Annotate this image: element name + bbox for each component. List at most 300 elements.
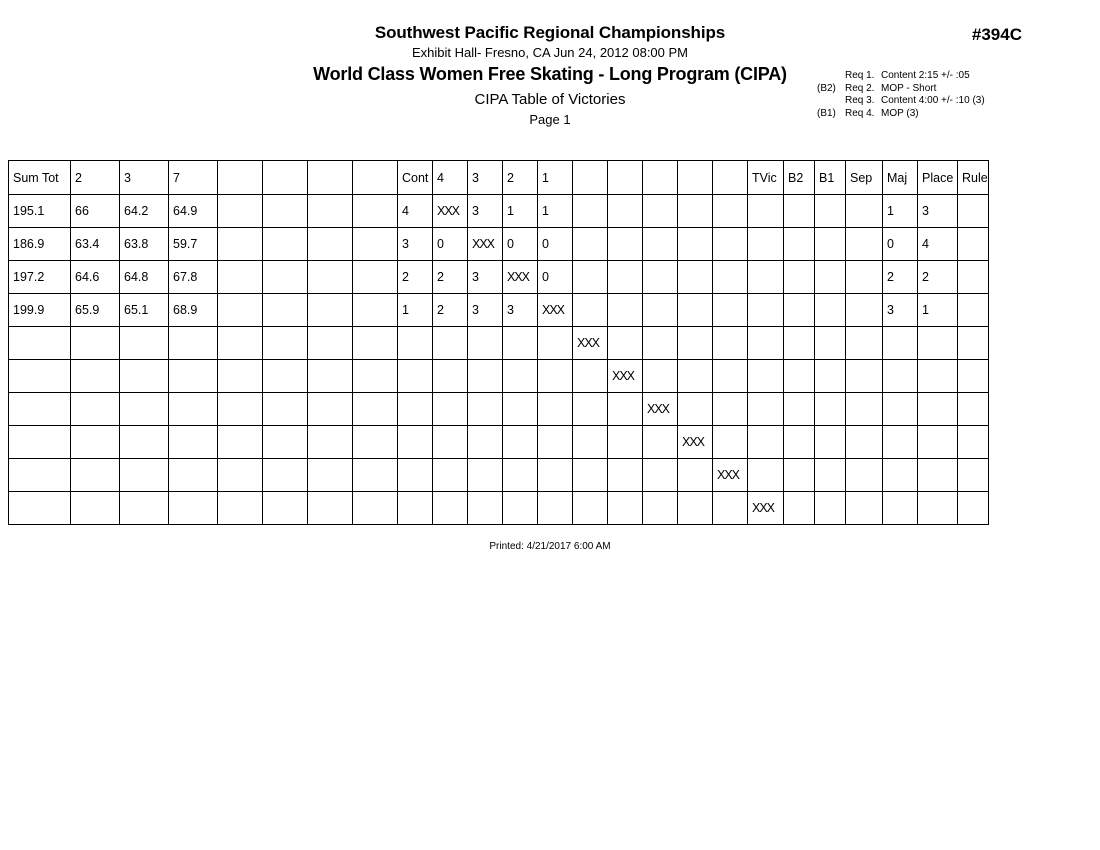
table-cell: [218, 261, 263, 294]
table-cell: [883, 360, 918, 393]
table-cell: 65.1: [120, 294, 169, 327]
table-cell: [468, 492, 503, 525]
table-cell: 1: [503, 195, 538, 228]
table-cell: [169, 426, 218, 459]
table-cell: [353, 459, 398, 492]
table-cell: [958, 294, 989, 327]
table-cell: [503, 360, 538, 393]
column-header-17: [713, 161, 748, 195]
table-cell: [468, 360, 503, 393]
table-cell: [678, 360, 713, 393]
table-cell: [608, 327, 643, 360]
table-cell: [815, 393, 846, 426]
table-cell: [398, 360, 433, 393]
table-cell: [784, 492, 815, 525]
table-cell: [713, 492, 748, 525]
table-cell: [846, 294, 883, 327]
table-cell: [169, 360, 218, 393]
table-cell: [883, 492, 918, 525]
table-cell: [958, 360, 989, 393]
table-cell: [433, 360, 468, 393]
column-header-4: [218, 161, 263, 195]
table-cell: [503, 426, 538, 459]
table-cell: [958, 195, 989, 228]
table-cell: 4: [398, 195, 433, 228]
table-cell: [815, 492, 846, 525]
table-cell: [678, 492, 713, 525]
table-cell: [263, 492, 308, 525]
table-cell: 2: [883, 261, 918, 294]
table-row: [9, 360, 989, 393]
table-cell: [263, 228, 308, 261]
table-cell: [468, 393, 503, 426]
table-cell: [9, 426, 71, 459]
table-cell: [218, 360, 263, 393]
place-cell: 4: [918, 228, 958, 261]
table-cell: 0: [433, 228, 468, 261]
table-cell: [353, 393, 398, 426]
table-cell: [608, 294, 643, 327]
table-cell: [815, 294, 846, 327]
table-cell: [784, 426, 815, 459]
table-cell: [218, 492, 263, 525]
table-cell: [120, 360, 169, 393]
table-cell: [643, 228, 678, 261]
victories-table: [8, 160, 989, 525]
table-cell: 63.4: [71, 228, 120, 261]
table-cell: [643, 426, 678, 459]
table-cell: [218, 294, 263, 327]
printed-timestamp: Printed: 4/21/2017 6:00 AM: [489, 541, 611, 552]
table-cell: [713, 360, 748, 393]
table-cell: [815, 228, 846, 261]
table-cell: [678, 327, 713, 360]
column-header-0: Sum Tot: [9, 161, 71, 195]
table-cell: [398, 393, 433, 426]
table-cell: [263, 195, 308, 228]
self-comparison-cell: XXX: [713, 459, 748, 492]
table-cell: [958, 459, 989, 492]
self-comparison-cell: XXX: [573, 327, 608, 360]
table-cell: [573, 195, 608, 228]
table-cell: [784, 261, 815, 294]
table-cell: 64.9: [169, 195, 218, 228]
table-cell: [815, 195, 846, 228]
table-cell: [815, 360, 846, 393]
column-header-23: Place: [918, 161, 958, 195]
table-row: [9, 228, 989, 261]
table-cell: 2: [433, 261, 468, 294]
page-label: Page 1: [529, 112, 571, 127]
table-cell: [503, 327, 538, 360]
table-cell: [958, 393, 989, 426]
table-cell: 3: [468, 195, 503, 228]
table-cell: [263, 360, 308, 393]
table-cell: [9, 360, 71, 393]
requirement-label: Req 2.: [845, 82, 875, 94]
table-cell: [573, 261, 608, 294]
table-cell: [748, 195, 784, 228]
table-cell: [263, 294, 308, 327]
place-cell: [918, 492, 958, 525]
table-cell: [713, 393, 748, 426]
table-cell: 64.2: [120, 195, 169, 228]
requirement-item: [817, 70, 985, 83]
table-cell: [71, 492, 120, 525]
table-cell: [573, 393, 608, 426]
table-cell: 3: [398, 228, 433, 261]
table-cell: [169, 327, 218, 360]
requirement-label: Req 1.: [845, 70, 875, 81]
table-cell: 0: [883, 228, 918, 261]
column-header-12: 1: [538, 161, 573, 195]
competition-title: Southwest Pacific Regional Championships: [374, 23, 726, 42]
table-cell: 64.6: [71, 261, 120, 294]
table-cell: 59.7: [169, 228, 218, 261]
table-cell: 3: [503, 294, 538, 327]
table-cell: [883, 393, 918, 426]
column-header-7: [353, 161, 398, 195]
table-cell: [815, 327, 846, 360]
event-title: World Class Women Free Skating - Long Program (CIPA): [313, 64, 787, 84]
table-cell: [643, 294, 678, 327]
place-cell: 3: [918, 195, 958, 228]
requirement-tag: (B1): [817, 107, 836, 119]
place-cell: [918, 327, 958, 360]
table-cell: [608, 492, 643, 525]
table-cell: [398, 426, 433, 459]
table-cell: [120, 492, 169, 525]
table-cell: [263, 261, 308, 294]
table-cell: [713, 195, 748, 228]
table-cell: [748, 228, 784, 261]
table-cell: [883, 459, 918, 492]
place-cell: [918, 426, 958, 459]
table-cell: [9, 327, 71, 360]
table-cell: [678, 459, 713, 492]
table-cell: [538, 327, 573, 360]
table-cell: [958, 492, 989, 525]
table-cell: [503, 393, 538, 426]
table-cell: [958, 228, 989, 261]
table-row: [9, 426, 989, 459]
table-cell: [784, 393, 815, 426]
table-cell: [353, 426, 398, 459]
table-cell: [71, 360, 120, 393]
self-comparison-cell: XXX: [433, 195, 468, 228]
table-cell: [71, 459, 120, 492]
table-header-row: [9, 161, 989, 195]
table-cell: [308, 195, 353, 228]
column-header-21: Sep: [846, 161, 883, 195]
table-row: [9, 327, 989, 360]
table-cell: [308, 426, 353, 459]
place-cell: 1: [918, 294, 958, 327]
table-cell: 2: [398, 261, 433, 294]
table-cell: [120, 327, 169, 360]
self-comparison-cell: XXX: [503, 261, 538, 294]
table-cell: [678, 228, 713, 261]
table-cell: [748, 426, 784, 459]
table-cell: [9, 459, 71, 492]
column-header-14: [608, 161, 643, 195]
table-cell: [503, 459, 538, 492]
table-cell: [958, 426, 989, 459]
place-cell: [918, 459, 958, 492]
requirement-text: Content 4:00 +/- :10 (3): [881, 95, 985, 106]
column-header-15: [643, 161, 678, 195]
requirement-item: [817, 95, 985, 108]
place-cell: [918, 393, 958, 426]
table-cell: [263, 393, 308, 426]
table-cell: [643, 459, 678, 492]
requirement-label: Req 4.: [845, 107, 875, 119]
table-cell: [643, 360, 678, 393]
table-cell: [218, 459, 263, 492]
self-comparison-cell: XXX: [748, 492, 784, 525]
table-row: [9, 393, 989, 426]
table-cell: [503, 492, 538, 525]
requirement-text: MOP - Short: [881, 82, 937, 94]
table-cell: [608, 459, 643, 492]
table-cell: [218, 228, 263, 261]
table-cell: [353, 294, 398, 327]
table-cell: [433, 426, 468, 459]
table-cell: [573, 492, 608, 525]
table-cell: [784, 327, 815, 360]
table-row: [9, 261, 989, 294]
table-cell: [120, 426, 169, 459]
table-cell: [713, 327, 748, 360]
column-header-2: 3: [120, 161, 169, 195]
table-cell: [846, 195, 883, 228]
table-cell: [784, 294, 815, 327]
table-cell: [308, 393, 353, 426]
table-cell: [263, 426, 308, 459]
place-cell: 2: [918, 261, 958, 294]
table-cell: 1: [883, 195, 918, 228]
table-cell: [713, 228, 748, 261]
table-cell: [71, 426, 120, 459]
table-cell: 3: [468, 261, 503, 294]
table-cell: [353, 327, 398, 360]
table-cell: [573, 459, 608, 492]
table-cell: [608, 261, 643, 294]
table-cell: [353, 195, 398, 228]
table-cell: [538, 492, 573, 525]
table-cell: [218, 393, 263, 426]
table-cell: [713, 261, 748, 294]
table-cell: [784, 195, 815, 228]
table-cell: [958, 261, 989, 294]
table-cell: [120, 459, 169, 492]
table-cell: [748, 393, 784, 426]
table-cell: [573, 426, 608, 459]
table-cell: [846, 261, 883, 294]
table-cell: [353, 492, 398, 525]
table-cell: [308, 294, 353, 327]
column-header-22: Maj: [883, 161, 918, 195]
table-cell: [748, 261, 784, 294]
table-cell: [169, 492, 218, 525]
table-cell: 63.8: [120, 228, 169, 261]
table-cell: [538, 459, 573, 492]
place-cell: [918, 360, 958, 393]
column-header-20: B1: [815, 161, 846, 195]
table-cell: [846, 459, 883, 492]
table-cell: [748, 459, 784, 492]
table-row: [9, 492, 989, 525]
table-cell: [9, 393, 71, 426]
column-header-1: 2: [71, 161, 120, 195]
table-cell: [678, 195, 713, 228]
table-body: [9, 195, 989, 525]
table-cell: 0: [538, 261, 573, 294]
table-cell: [71, 327, 120, 360]
table-cell: [815, 459, 846, 492]
table-cell: [169, 393, 218, 426]
table-cell: [608, 426, 643, 459]
table-cell: [468, 459, 503, 492]
column-header-6: [308, 161, 353, 195]
table-cell: 0: [503, 228, 538, 261]
table-cell: [353, 360, 398, 393]
column-header-18: TVic: [748, 161, 784, 195]
requirement-item: [817, 108, 985, 121]
table-row: [9, 294, 989, 327]
requirement-tag: (B2): [817, 82, 836, 94]
table-cell: [263, 459, 308, 492]
table-cell: [9, 492, 71, 525]
table-cell: [846, 360, 883, 393]
column-header-9: 4: [433, 161, 468, 195]
table-cell: 65.9: [71, 294, 120, 327]
table-cell: [71, 393, 120, 426]
table-cell: [398, 459, 433, 492]
table-cell: [846, 492, 883, 525]
self-comparison-cell: XXX: [468, 228, 503, 261]
table-cell: [713, 294, 748, 327]
table-cell: [713, 426, 748, 459]
table-cell: [573, 294, 608, 327]
table-cell: [433, 459, 468, 492]
table-cell: [643, 261, 678, 294]
table-cell: [308, 228, 353, 261]
requirement-text: Content 2:15 +/- :05: [881, 70, 970, 81]
table-cell: [169, 459, 218, 492]
table-cell: [398, 327, 433, 360]
column-header-24: Rule: [958, 161, 989, 195]
table-cell: [883, 327, 918, 360]
table-cell: [468, 426, 503, 459]
table-cell: [433, 492, 468, 525]
table-cell: 64.8: [120, 261, 169, 294]
column-header-19: B2: [784, 161, 815, 195]
requirement-text: MOP (3): [881, 107, 919, 119]
table-cell: 3: [883, 294, 918, 327]
venue-date-line: Exhibit Hall- Fresno, CA Jun 24, 2012 08:00 PM: [411, 45, 689, 60]
table-cell: [748, 327, 784, 360]
column-header-8: Cont: [398, 161, 433, 195]
table-cell: [608, 228, 643, 261]
table-cell: [748, 294, 784, 327]
self-comparison-cell: XXX: [608, 360, 643, 393]
column-header-11: 2: [503, 161, 538, 195]
table-cell: [308, 327, 353, 360]
self-comparison-cell: XXX: [538, 294, 573, 327]
table-cell: [263, 327, 308, 360]
column-header-13: [573, 161, 608, 195]
table-cell: [846, 426, 883, 459]
table-cell: [678, 294, 713, 327]
table-cell: [846, 327, 883, 360]
table-cell: [468, 327, 503, 360]
table-cell: 66: [71, 195, 120, 228]
table-cell: [538, 426, 573, 459]
table-cell: [608, 195, 643, 228]
table-cell: [218, 426, 263, 459]
table-cell: [643, 492, 678, 525]
table-cell: [846, 228, 883, 261]
report-title: CIPA Table of Victories: [474, 91, 626, 108]
table-cell: 199.9: [9, 294, 71, 327]
table-cell: [433, 327, 468, 360]
table-cell: [958, 327, 989, 360]
column-header-5: [263, 161, 308, 195]
table-cell: [883, 426, 918, 459]
table-cell: 195.1: [9, 195, 71, 228]
table-cell: [608, 393, 643, 426]
table-of-victories: [8, 160, 989, 525]
table-row: [9, 459, 989, 492]
table-cell: [573, 228, 608, 261]
column-header-10: 3: [468, 161, 503, 195]
event-number: #394C: [971, 25, 1022, 44]
table-cell: [815, 261, 846, 294]
report-header: [0, 0, 1100, 140]
table-cell: [643, 195, 678, 228]
table-row: [9, 195, 989, 228]
table-cell: 1: [398, 294, 433, 327]
table-cell: 1: [538, 195, 573, 228]
table-cell: [433, 393, 468, 426]
table-cell: [815, 426, 846, 459]
table-cell: [218, 327, 263, 360]
table-cell: [353, 228, 398, 261]
table-cell: [538, 360, 573, 393]
table-cell: 197.2: [9, 261, 71, 294]
table-cell: [398, 492, 433, 525]
table-cell: 0: [538, 228, 573, 261]
table-cell: [308, 360, 353, 393]
table-cell: 68.9: [169, 294, 218, 327]
requirements-list: [817, 70, 985, 120]
table-cell: [846, 393, 883, 426]
table-cell: [120, 393, 169, 426]
self-comparison-cell: XXX: [678, 426, 713, 459]
column-header-16: [678, 161, 713, 195]
table-cell: [538, 393, 573, 426]
table-cell: [678, 393, 713, 426]
table-cell: [678, 261, 713, 294]
column-header-3: 7: [169, 161, 218, 195]
table-cell: 3: [468, 294, 503, 327]
table-cell: [748, 360, 784, 393]
table-cell: [784, 360, 815, 393]
table-cell: 2: [433, 294, 468, 327]
table-cell: [308, 459, 353, 492]
table-cell: 186.9: [9, 228, 71, 261]
